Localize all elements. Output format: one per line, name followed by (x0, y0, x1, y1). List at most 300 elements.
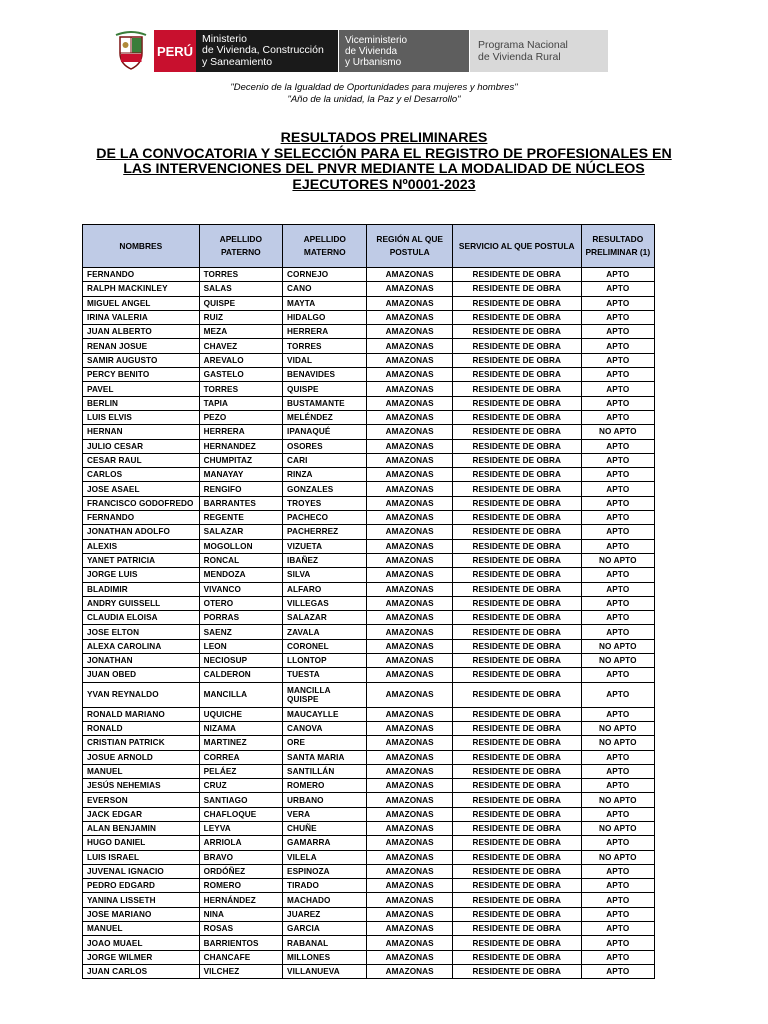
cell-apellido-paterno: AREVALO (199, 353, 282, 367)
cell-region: AMAZONAS (367, 596, 452, 610)
cell-region: AMAZONAS (367, 879, 452, 893)
table-row (83, 850, 655, 864)
cell-apellido-materno: VILLANUEVA (283, 964, 367, 978)
cell-servicio: RESIDENTE DE OBRA (452, 282, 581, 296)
cell-nombres: MIGUEL ANGEL (83, 296, 200, 310)
table-row (83, 750, 655, 764)
cell-region: AMAZONAS (367, 682, 452, 707)
cell-apellido-paterno: NINA (199, 907, 282, 921)
results-table (82, 224, 655, 979)
cell-region: AMAZONAS (367, 425, 452, 439)
table-row (83, 879, 655, 893)
cell-nombres: RALPH MACKINLEY (83, 282, 200, 296)
table-row (83, 553, 655, 567)
cell-servicio: RESIDENTE DE OBRA (452, 964, 581, 978)
cell-resultado: APTO (581, 864, 654, 878)
cell-servicio: RESIDENTE DE OBRA (452, 936, 581, 950)
cell-resultado: APTO (581, 325, 654, 339)
table-header-row (83, 225, 655, 268)
cell-region: AMAZONAS (367, 268, 452, 282)
cell-nombres: YVAN REYNALDO (83, 682, 200, 707)
cell-apellido-materno: CHUÑE (283, 821, 367, 835)
cell-servicio: RESIDENTE DE OBRA (452, 764, 581, 778)
cell-resultado: APTO (581, 893, 654, 907)
cell-apellido-paterno: BARRIENTOS (199, 936, 282, 950)
table-row (83, 468, 655, 482)
cell-apellido-materno: BUSTAMANTE (283, 396, 367, 410)
cell-servicio: RESIDENTE DE OBRA (452, 864, 581, 878)
cell-nombres: LUIS ISRAEL (83, 850, 200, 864)
cell-region: AMAZONAS (367, 807, 452, 821)
cell-servicio: RESIDENTE DE OBRA (452, 879, 581, 893)
cell-nombres: IRINA VALERIA (83, 310, 200, 324)
table-row (83, 779, 655, 793)
table-row (83, 736, 655, 750)
cell-region: AMAZONAS (367, 525, 452, 539)
institution-header (112, 30, 608, 72)
cell-servicio: RESIDENTE DE OBRA (452, 779, 581, 793)
cell-nombres: JOSUE ARNOLD (83, 750, 200, 764)
cell-region: AMAZONAS (367, 707, 452, 721)
table-row (83, 707, 655, 721)
cell-apellido-materno: MAYTA (283, 296, 367, 310)
cell-resultado: APTO (581, 682, 654, 707)
cell-nombres: RENAN JOSUE (83, 339, 200, 353)
cell-apellido-materno: HERRERA (283, 325, 367, 339)
cell-servicio: RESIDENTE DE OBRA (452, 453, 581, 467)
table-row (83, 682, 655, 707)
cell-nombres: JUAN ALBERTO (83, 325, 200, 339)
cell-apellido-paterno: PELÁEZ (199, 764, 282, 778)
column-header-resultado: RESULTADO PRELIMINAR (1) (581, 225, 654, 268)
table-row (83, 353, 655, 367)
cell-resultado: APTO (581, 625, 654, 639)
cell-resultado: APTO (581, 511, 654, 525)
cell-apellido-paterno: NECIOSUP (199, 654, 282, 668)
cell-resultado: APTO (581, 750, 654, 764)
cell-region: AMAZONAS (367, 310, 452, 324)
cell-servicio: RESIDENTE DE OBRA (452, 353, 581, 367)
cell-servicio: RESIDENTE DE OBRA (452, 950, 581, 964)
cell-resultado: APTO (581, 353, 654, 367)
cell-servicio: RESIDENTE DE OBRA (452, 382, 581, 396)
cell-resultado: APTO (581, 668, 654, 682)
cell-resultado: APTO (581, 368, 654, 382)
cell-servicio: RESIDENTE DE OBRA (452, 922, 581, 936)
cell-servicio: RESIDENTE DE OBRA (452, 682, 581, 707)
table-row (83, 482, 655, 496)
cell-servicio: RESIDENTE DE OBRA (452, 339, 581, 353)
cell-apellido-materno: CANOVA (283, 721, 367, 735)
cell-apellido-paterno: VILCHEZ (199, 964, 282, 978)
cell-region: AMAZONAS (367, 639, 452, 653)
cell-apellido-paterno: REGENTE (199, 511, 282, 525)
table-row (83, 539, 655, 553)
cell-servicio: RESIDENTE DE OBRA (452, 568, 581, 582)
cell-apellido-materno: GARCIA (283, 922, 367, 936)
ministerio-logo (196, 30, 338, 72)
cell-apellido-materno: ROMERO (283, 779, 367, 793)
cell-apellido-paterno: RENGIFO (199, 482, 282, 496)
cell-nombres: JACK EDGAR (83, 807, 200, 821)
cell-apellido-paterno: TORRES (199, 268, 282, 282)
cell-resultado: APTO (581, 707, 654, 721)
cell-nombres: PERCY BENITO (83, 368, 200, 382)
cell-apellido-materno: IBAÑEZ (283, 553, 367, 567)
cell-region: AMAZONAS (367, 439, 452, 453)
table-row (83, 893, 655, 907)
cell-region: AMAZONAS (367, 668, 452, 682)
cell-apellido-paterno: GASTELO (199, 368, 282, 382)
cell-servicio: RESIDENTE DE OBRA (452, 611, 581, 625)
cell-apellido-paterno: LEYVA (199, 821, 282, 835)
column-header-nombres: NOMBRES (83, 225, 200, 268)
cell-resultado: NO APTO (581, 793, 654, 807)
cell-servicio: RESIDENTE DE OBRA (452, 736, 581, 750)
cell-apellido-materno: ZAVALA (283, 625, 367, 639)
cell-resultado: APTO (581, 936, 654, 950)
cell-apellido-materno: VIDAL (283, 353, 367, 367)
cell-apellido-materno: SILVA (283, 568, 367, 582)
cell-servicio: RESIDENTE DE OBRA (452, 836, 581, 850)
cell-apellido-paterno: SANTIAGO (199, 793, 282, 807)
ministerio-line: y Saneamiento (202, 55, 273, 68)
table-row (83, 821, 655, 835)
cell-apellido-materno: ORE (283, 736, 367, 750)
cell-region: AMAZONAS (367, 736, 452, 750)
cell-region: AMAZONAS (367, 836, 452, 850)
cell-apellido-paterno: OTERO (199, 596, 282, 610)
table-row (83, 496, 655, 510)
cell-nombres: JUAN OBED (83, 668, 200, 682)
cell-region: AMAZONAS (367, 325, 452, 339)
cell-apellido-materno: MELÉNDEZ (283, 410, 367, 424)
cell-apellido-materno: RABANAL (283, 936, 367, 950)
cell-resultado: APTO (581, 836, 654, 850)
viceministerio-line: y Urbanismo (345, 56, 402, 68)
document-title (80, 131, 688, 193)
programa-logo (470, 30, 608, 72)
cell-region: AMAZONAS (367, 864, 452, 878)
cell-resultado: APTO (581, 611, 654, 625)
table-row (83, 339, 655, 353)
cell-apellido-materno: CORNEJO (283, 268, 367, 282)
cell-servicio: RESIDENTE DE OBRA (452, 582, 581, 596)
cell-apellido-paterno: MANCILLA (199, 682, 282, 707)
cell-nombres: FERNANDO (83, 511, 200, 525)
cell-servicio: RESIDENTE DE OBRA (452, 439, 581, 453)
cell-resultado: APTO (581, 525, 654, 539)
cell-resultado: APTO (581, 339, 654, 353)
cell-servicio: RESIDENTE DE OBRA (452, 410, 581, 424)
cell-region: AMAZONAS (367, 654, 452, 668)
cell-resultado: NO APTO (581, 721, 654, 735)
cell-apellido-materno: MANCILLA QUISPE (283, 682, 367, 707)
cell-nombres: MANUEL (83, 764, 200, 778)
cell-nombres: YANET PATRICIA (83, 553, 200, 567)
cell-region: AMAZONAS (367, 936, 452, 950)
table-row (83, 639, 655, 653)
cell-resultado: APTO (581, 596, 654, 610)
table-row (83, 582, 655, 596)
cell-nombres: FRANCISCO GODOFREDO (83, 496, 200, 510)
cell-region: AMAZONAS (367, 964, 452, 978)
cell-apellido-paterno: SALAS (199, 282, 282, 296)
cell-apellido-paterno: CHAFLOQUE (199, 807, 282, 821)
cell-servicio: RESIDENTE DE OBRA (452, 425, 581, 439)
cell-nombres: HERNAN (83, 425, 200, 439)
cell-region: AMAZONAS (367, 764, 452, 778)
cell-servicio: RESIDENTE DE OBRA (452, 625, 581, 639)
cell-resultado: NO APTO (581, 654, 654, 668)
cell-region: AMAZONAS (367, 410, 452, 424)
cell-resultado: NO APTO (581, 553, 654, 567)
title-line: DE LA CONVOCATORIA Y SELECCIÓN PARA EL REGISTRO DE PROFESIONALES EN (96, 145, 672, 162)
cell-apellido-materno: TROYES (283, 496, 367, 510)
title-line: EJECUTORES Nº0001-2023 (292, 176, 476, 193)
cell-apellido-materno: SANTILLÁN (283, 764, 367, 778)
cell-nombres: JOAO MUAEL (83, 936, 200, 950)
cell-apellido-materno: PACHECO (283, 511, 367, 525)
cell-region: AMAZONAS (367, 625, 452, 639)
cell-apellido-paterno: CHAVEZ (199, 339, 282, 353)
ministerio-line: de Vivienda, Construcción (202, 44, 324, 57)
table-row (83, 368, 655, 382)
cell-nombres: YANINA LISSETH (83, 893, 200, 907)
cell-resultado: APTO (581, 396, 654, 410)
cell-apellido-paterno: CHANCAFE (199, 950, 282, 964)
cell-apellido-paterno: MEZA (199, 325, 282, 339)
cell-servicio: RESIDENTE DE OBRA (452, 654, 581, 668)
cell-apellido-materno: HIDALGO (283, 310, 367, 324)
cell-apellido-materno: TORRES (283, 339, 367, 353)
cell-servicio: RESIDENTE DE OBRA (452, 639, 581, 653)
cell-servicio: RESIDENTE DE OBRA (452, 511, 581, 525)
table-row (83, 325, 655, 339)
cell-apellido-paterno: QUISPE (199, 296, 282, 310)
cell-apellido-materno: TIRADO (283, 879, 367, 893)
cell-servicio: RESIDENTE DE OBRA (452, 496, 581, 510)
cell-nombres: JORGE LUIS (83, 568, 200, 582)
cell-region: AMAZONAS (367, 382, 452, 396)
cell-region: AMAZONAS (367, 779, 452, 793)
table-row (83, 268, 655, 282)
cell-resultado: APTO (581, 453, 654, 467)
cell-nombres: CLAUDIA ELOISA (83, 611, 200, 625)
cell-nombres: HUGO DANIEL (83, 836, 200, 850)
table-row (83, 282, 655, 296)
cell-servicio: RESIDENTE DE OBRA (452, 396, 581, 410)
decenio-line: "Decenio de la Igualdad de Oportunidades para mujeres y hombres" (230, 82, 518, 93)
cell-region: AMAZONAS (367, 553, 452, 567)
cell-servicio: RESIDENTE DE OBRA (452, 296, 581, 310)
cell-apellido-materno: IPANAQUÉ (283, 425, 367, 439)
cell-apellido-paterno: ROSAS (199, 922, 282, 936)
viceministerio-line: Viceministerio (345, 34, 408, 46)
cell-apellido-materno: LLONTOP (283, 654, 367, 668)
cell-nombres: JOSE ELTON (83, 625, 200, 639)
viceministerio-line: de Vivienda (345, 45, 398, 57)
table-row (83, 511, 655, 525)
cell-apellido-materno: URBANO (283, 793, 367, 807)
cell-nombres: LUIS ELVIS (83, 410, 200, 424)
table-row (83, 525, 655, 539)
cell-region: AMAZONAS (367, 611, 452, 625)
cell-apellido-materno: SALAZAR (283, 611, 367, 625)
cell-region: AMAZONAS (367, 353, 452, 367)
table-row (83, 453, 655, 467)
cell-nombres: SAMIR AUGUSTO (83, 353, 200, 367)
cell-apellido-materno: JUAREZ (283, 907, 367, 921)
cell-nombres: ALEXIS (83, 539, 200, 553)
table-row (83, 410, 655, 424)
table-row (83, 439, 655, 453)
cell-servicio: RESIDENTE DE OBRA (452, 268, 581, 282)
cell-nombres: EVERSON (83, 793, 200, 807)
cell-resultado: APTO (581, 779, 654, 793)
viceministerio-logo (339, 30, 469, 72)
programa-line: de Vivienda Rural (478, 51, 561, 63)
cell-servicio: RESIDENTE DE OBRA (452, 310, 581, 324)
cell-apellido-paterno: HERNÁNDEZ (199, 893, 282, 907)
cell-resultado: APTO (581, 296, 654, 310)
table-row (83, 807, 655, 821)
cell-resultado: APTO (581, 482, 654, 496)
cell-region: AMAZONAS (367, 282, 452, 296)
cell-region: AMAZONAS (367, 793, 452, 807)
table-row (83, 425, 655, 439)
cell-resultado: APTO (581, 922, 654, 936)
cell-nombres: RONALD MARIANO (83, 707, 200, 721)
cell-region: AMAZONAS (367, 539, 452, 553)
table-row (83, 836, 655, 850)
cell-nombres: BLADIMIR (83, 582, 200, 596)
cell-nombres: JULIO CESAR (83, 439, 200, 453)
cell-resultado: NO APTO (581, 425, 654, 439)
cell-region: AMAZONAS (367, 296, 452, 310)
cell-apellido-materno: CORONEL (283, 639, 367, 653)
cell-apellido-paterno: ORDÓÑEZ (199, 864, 282, 878)
cell-region: AMAZONAS (367, 922, 452, 936)
cell-nombres: ALAN BENJAMIN (83, 821, 200, 835)
cell-nombres: BERLIN (83, 396, 200, 410)
cell-region: AMAZONAS (367, 721, 452, 735)
cell-resultado: APTO (581, 268, 654, 282)
cell-resultado: APTO (581, 539, 654, 553)
cell-resultado: APTO (581, 468, 654, 482)
cell-nombres: JONATHAN ADOLFO (83, 525, 200, 539)
title-line: LAS INTERVENCIONES DEL PNVR MEDIANTE LA MODALIDAD DE NÚCLEOS (123, 161, 645, 177)
cell-apellido-paterno: PEZO (199, 410, 282, 424)
cell-apellido-paterno: HERNANDEZ (199, 439, 282, 453)
programa-line: Programa Nacional (478, 39, 568, 51)
cell-apellido-paterno: TAPIA (199, 396, 282, 410)
table-row (83, 654, 655, 668)
cell-apellido-materno: MILLONES (283, 950, 367, 964)
cell-apellido-paterno: RUIZ (199, 310, 282, 324)
table-row (83, 382, 655, 396)
cell-apellido-paterno: BRAVO (199, 850, 282, 864)
coat-of-arms-icon (112, 30, 150, 72)
cell-resultado: APTO (581, 582, 654, 596)
table-row (83, 296, 655, 310)
cell-apellido-materno: ALFARO (283, 582, 367, 596)
cell-apellido-paterno: PORRAS (199, 611, 282, 625)
title-line: RESULTADOS PRELIMINARES (280, 130, 488, 146)
anio-line: "Año de la unidad, la Paz y el Desarrollo" (287, 94, 461, 105)
cell-nombres: MANUEL (83, 922, 200, 936)
cell-resultado: APTO (581, 907, 654, 921)
cell-apellido-materno: VERA (283, 807, 367, 821)
cell-apellido-materno: MACHADO (283, 893, 367, 907)
cell-apellido-paterno: VIVANCO (199, 582, 282, 596)
cell-resultado: APTO (581, 764, 654, 778)
cell-apellido-paterno: ARRIOLA (199, 836, 282, 850)
cell-apellido-materno: OSORES (283, 439, 367, 453)
cell-servicio: RESIDENTE DE OBRA (452, 596, 581, 610)
table-row (83, 922, 655, 936)
cell-nombres: JESÚS NEHEMIAS (83, 779, 200, 793)
cell-apellido-materno: PACHERREZ (283, 525, 367, 539)
cell-servicio: RESIDENTE DE OBRA (452, 525, 581, 539)
cell-servicio: RESIDENTE DE OBRA (452, 721, 581, 735)
cell-servicio: RESIDENTE DE OBRA (452, 793, 581, 807)
cell-region: AMAZONAS (367, 496, 452, 510)
cell-servicio: RESIDENTE DE OBRA (452, 668, 581, 682)
cell-region: AMAZONAS (367, 582, 452, 596)
table-row (83, 625, 655, 639)
cell-resultado: APTO (581, 568, 654, 582)
cell-servicio: RESIDENTE DE OBRA (452, 482, 581, 496)
column-header-apellido-paterno: APELLIDO PATERNO (199, 225, 282, 268)
table-row (83, 907, 655, 921)
cell-servicio: RESIDENTE DE OBRA (452, 750, 581, 764)
cell-nombres: JONATHAN (83, 654, 200, 668)
cell-resultado: APTO (581, 964, 654, 978)
cell-resultado: APTO (581, 496, 654, 510)
cell-region: AMAZONAS (367, 368, 452, 382)
cell-apellido-paterno: BARRANTES (199, 496, 282, 510)
cell-apellido-paterno: UQUICHE (199, 707, 282, 721)
cell-nombres: JUVENAL IGNACIO (83, 864, 200, 878)
table-row (83, 568, 655, 582)
cell-apellido-paterno: CRUZ (199, 779, 282, 793)
table-row (83, 764, 655, 778)
cell-resultado: APTO (581, 382, 654, 396)
cell-region: AMAZONAS (367, 750, 452, 764)
cell-apellido-materno: QUISPE (283, 382, 367, 396)
cell-apellido-paterno: HERRERA (199, 425, 282, 439)
table-row (83, 668, 655, 682)
cell-apellido-materno: MAUCAYLLE (283, 707, 367, 721)
cell-apellido-paterno: SALAZAR (199, 525, 282, 539)
cell-apellido-paterno: MOGOLLON (199, 539, 282, 553)
cell-nombres: CARLOS (83, 468, 200, 482)
cell-servicio: RESIDENTE DE OBRA (452, 707, 581, 721)
cell-region: AMAZONAS (367, 396, 452, 410)
cell-nombres: CRISTIAN PATRICK (83, 736, 200, 750)
table-row (83, 596, 655, 610)
cell-apellido-paterno: NIZAMA (199, 721, 282, 735)
cell-servicio: RESIDENTE DE OBRA (452, 850, 581, 864)
cell-apellido-materno: TUESTA (283, 668, 367, 682)
cell-servicio: RESIDENTE DE OBRA (452, 893, 581, 907)
cell-resultado: APTO (581, 310, 654, 324)
cell-region: AMAZONAS (367, 511, 452, 525)
cell-resultado: NO APTO (581, 639, 654, 653)
cell-apellido-paterno: TORRES (199, 382, 282, 396)
cell-nombres: JOSE MARIANO (83, 907, 200, 921)
